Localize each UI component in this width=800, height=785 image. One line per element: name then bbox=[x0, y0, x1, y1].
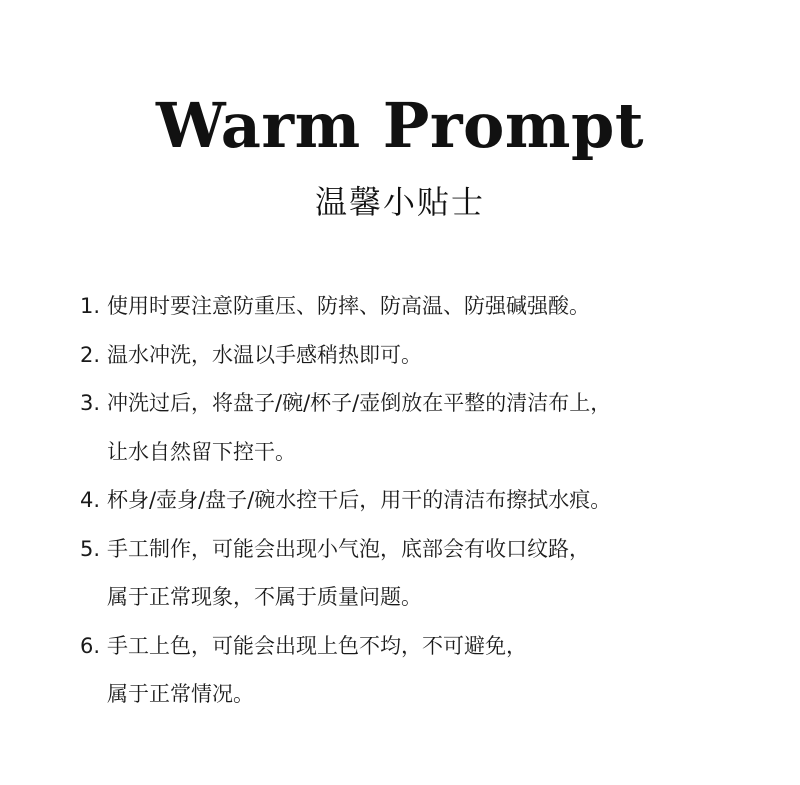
tip-line: 手工上色，可能会出现上色不均，不可避免， bbox=[107, 633, 527, 658]
page-subtitle: 温馨小贴士 bbox=[314, 183, 485, 221]
tips-list bbox=[80, 282, 780, 719]
tip-text bbox=[107, 476, 611, 525]
page-title: Warm Prompt bbox=[156, 89, 644, 162]
tip-text bbox=[107, 379, 611, 476]
tip-number: 5. bbox=[80, 536, 101, 561]
tip-line: 杯身/壶身/盘子/碗水控干后，用干的清洁布擦拭水痕。 bbox=[107, 488, 612, 512]
tip-item bbox=[80, 476, 780, 525]
tip-line: 属于正常情况。 bbox=[107, 682, 254, 706]
tip-text bbox=[107, 622, 527, 719]
tip-line: 温水冲洗，水温以手感稍热即可。 bbox=[107, 342, 422, 367]
tip-item bbox=[80, 622, 780, 719]
tip-line: 让水自然留下控干。 bbox=[107, 439, 296, 464]
tip-item bbox=[80, 282, 780, 331]
tip-number: 3. bbox=[80, 391, 101, 415]
tip-text bbox=[107, 331, 422, 380]
tip-text bbox=[107, 525, 590, 622]
tip-line: 使用时要注意防重压、防摔、防高温、防强碱强酸。 bbox=[107, 294, 590, 318]
tip-line: 手工制作，可能会出现小气泡，底部会有收口纹路， bbox=[107, 536, 590, 561]
tip-number: 4. bbox=[80, 488, 101, 512]
tip-text bbox=[107, 282, 590, 331]
tip-number: 2. bbox=[80, 342, 101, 367]
tip-line: 冲洗过后，将盘子/碗/杯子/壶倒放在平整的清洁布上， bbox=[107, 391, 612, 415]
tip-number: 6. bbox=[80, 633, 101, 658]
tip-item bbox=[80, 525, 780, 622]
tip-item bbox=[80, 331, 780, 380]
tip-number: 1. bbox=[80, 294, 101, 318]
tip-item bbox=[80, 379, 780, 476]
tip-line: 属于正常现象，不属于质量问题。 bbox=[107, 585, 422, 609]
